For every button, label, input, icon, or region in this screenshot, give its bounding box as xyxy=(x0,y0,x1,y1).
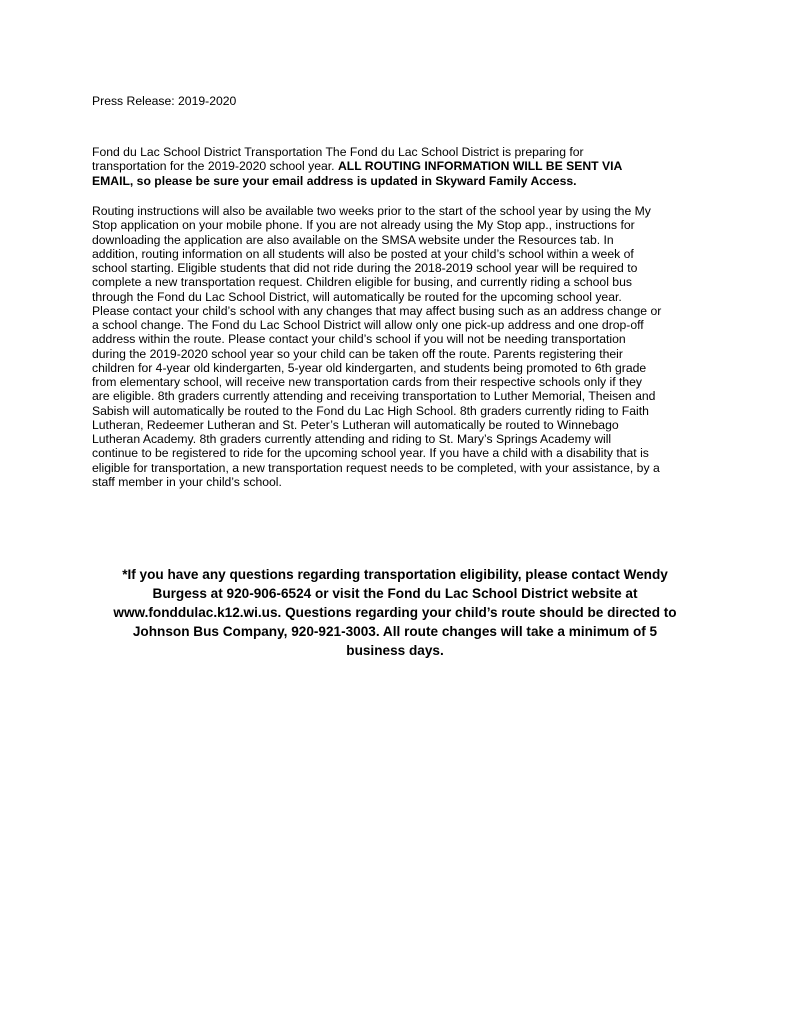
body-line: children for 4-year old kindergarten, 5-year old kindergarten, and students being promoted to 6th grade xyxy=(92,360,647,375)
body-line: Please contact your child’s school with any changes that may affect busing such as an address change or xyxy=(92,303,662,318)
body-line: a school change. The Fond du Lac School District will allow only one pick-up address and one drop-off xyxy=(92,318,644,332)
body-line: during the 2019-2020 school year so your child can be taken off the route. Parents registering their xyxy=(92,346,623,361)
body-line: from elementary school, will receive new transportation cards from their respective schools only if they xyxy=(92,375,643,389)
press-release-title: Press Release: 2019-2020 xyxy=(92,94,237,108)
routing-instructions-paragraph xyxy=(92,204,704,489)
intro-paragraph xyxy=(92,145,704,188)
note-line: *If you have any questions regarding transportation eligibility, please contact Wendy xyxy=(122,567,668,582)
body-line: addition, routing information on all students will also be posted at your child’s school within a week of xyxy=(92,246,634,261)
body-line: Lutheran Academy. 8th graders currently attending and riding to St. Mary’s Springs Academy will xyxy=(92,432,612,446)
body-line: school starting. Eligible students that did not ride during the 2018-2019 school year will be required to xyxy=(92,261,638,275)
contact-note xyxy=(80,565,710,660)
body-line: through the Fond du Lac School District, will automatically be routed for the upcoming school year. xyxy=(92,289,622,304)
intro-line-2-plain: transportation for the 2019-2020 school year. xyxy=(92,159,338,174)
body-line: staff member in your child’s school. xyxy=(92,474,282,489)
body-line: Lutheran, Redeemer Lutheran and St. Peter’s Lutheran will automatically be routed to Winnebago xyxy=(92,417,619,432)
routing-email-notice: ALL ROUTING INFORMATION WILL BE SENT VIA xyxy=(337,159,623,174)
body-line: complete a new transportation request. Children eligible for busing, and currently riding a school bus xyxy=(92,275,632,290)
body-line: Stop application on your mobile phone. If you are not already using the My Stop app., instructions for xyxy=(92,218,635,233)
email-update-notice: EMAIL, so please be sure your email address is updated in Skyward Family Access. xyxy=(92,173,577,188)
note-line: Johnson Bus Company, 920-921-3003. All route changes will take a minimum of 5 xyxy=(132,624,658,639)
body-line: downloading the application are also available on the SMSA website under the Resources tab. In xyxy=(92,232,614,247)
body-line: eligible for transportation, a new transportation request needs to be completed, with your assistance, by a xyxy=(92,460,660,475)
intro-line-2 xyxy=(92,159,704,173)
body-line: Routing instructions will also be available two weeks prior to the start of the school year by using the My xyxy=(92,204,651,218)
note-line: Burgess at 920-906-6524 or visit the Fond du Lac School District website at xyxy=(152,586,638,601)
body-line: continue to be registered to ride for the upcoming school year. If you have a child with a disability that is xyxy=(92,446,649,461)
body-line: are eligible. 8th graders currently attending and receiving transportation to Luther Memorial, Theisen and xyxy=(92,389,656,404)
note-line: www.fonddulac.k12.wi.us. Questions regarding your child’s route should be directed to xyxy=(113,605,677,620)
intro-line-1: Fond du Lac School District Transportation The Fond du Lac School District is preparing for xyxy=(92,145,584,159)
body-line: address within the route. Please contact your child’s school if you will not be needing transportation xyxy=(92,332,626,347)
body-line: Sabish will automatically be routed to the Fond du Lac High School. 8th graders currently riding to Faith xyxy=(92,403,649,418)
note-line: business days. xyxy=(346,643,444,658)
